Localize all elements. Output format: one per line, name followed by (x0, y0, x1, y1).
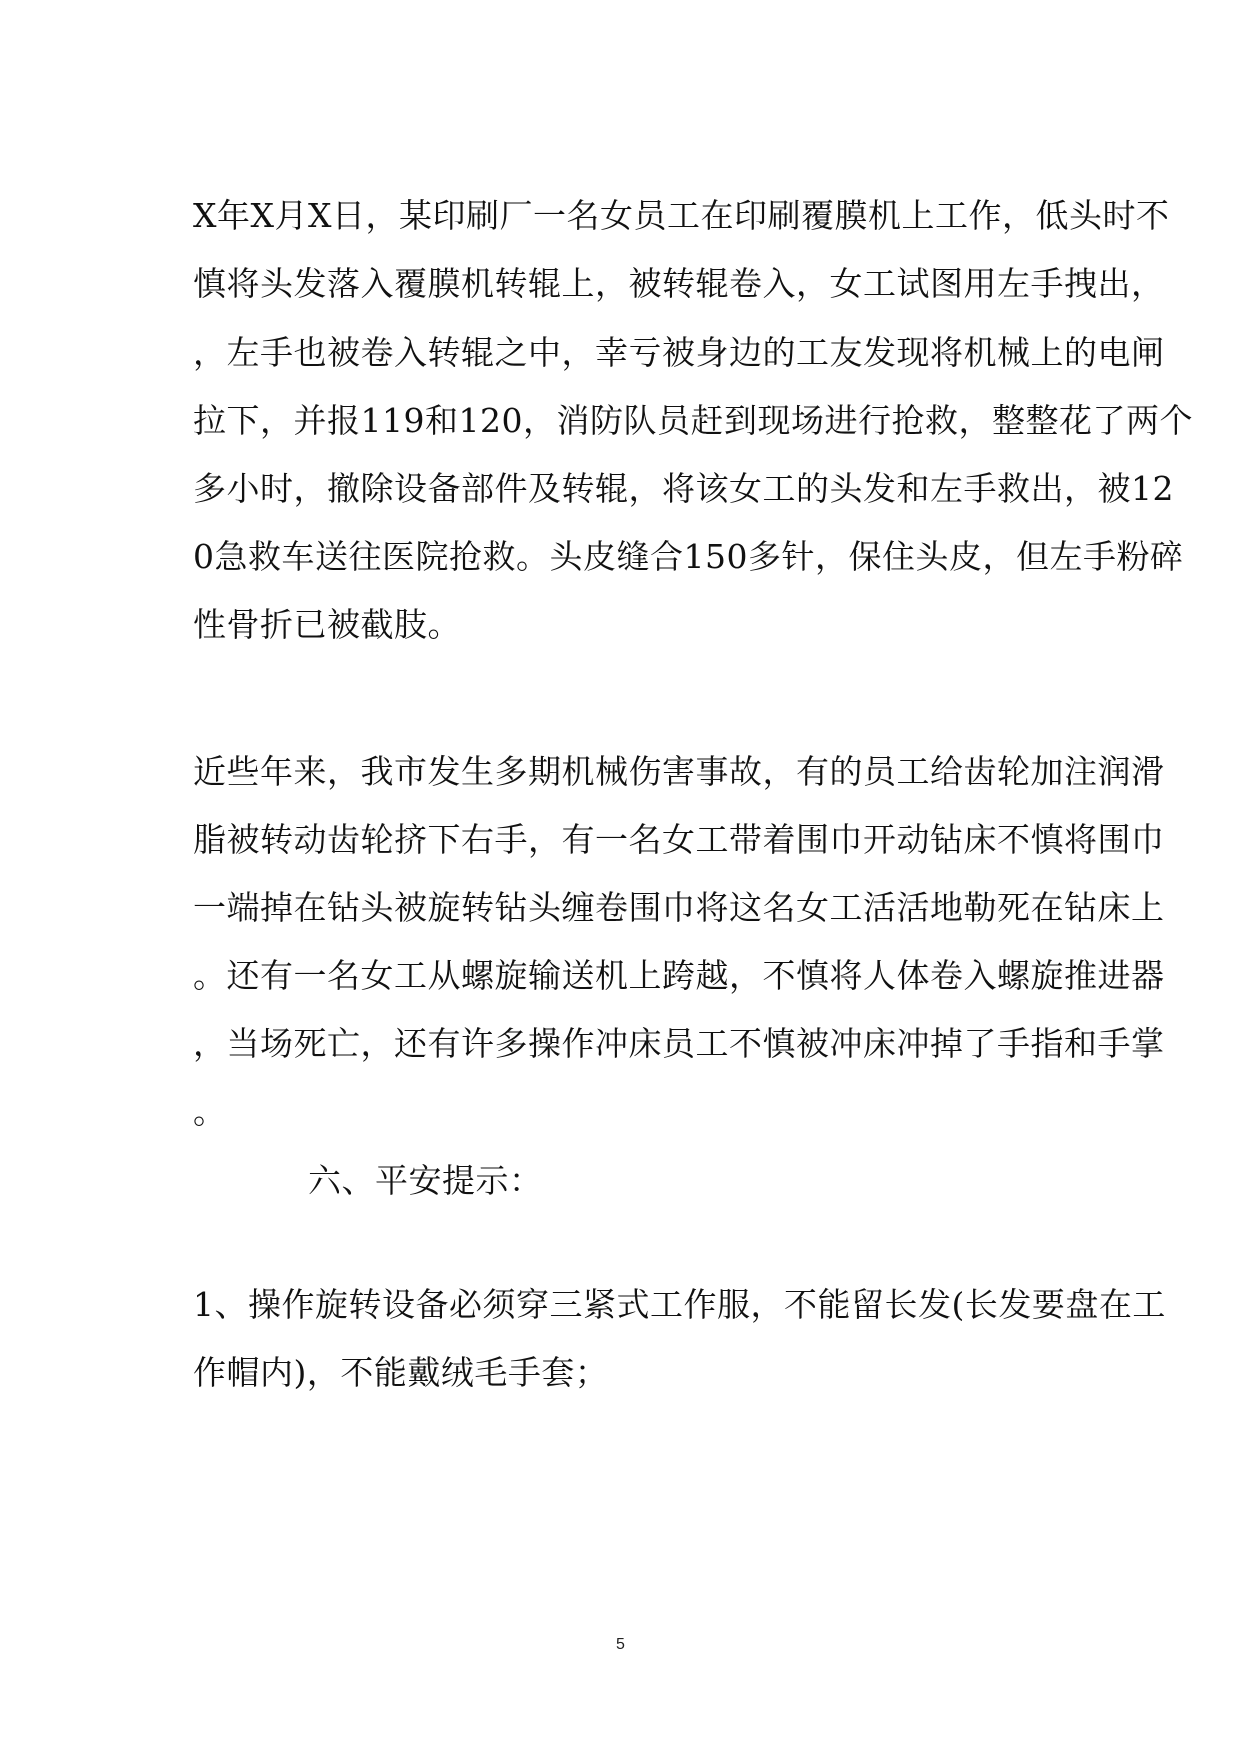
paragraph-line: 拉下，并报119和120，消防队员赶到现场进行抢救，整整花了两个 (193, 401, 1193, 440)
paragraph-line: ，当场死亡，还有许多操作冲床员工不慎被冲床冲掉了手指和手掌 (193, 1024, 1165, 1063)
paragraph-line: X年X月X日，某印刷厂一名女员工在印刷覆膜机上工作，低头时不 (193, 196, 1170, 235)
paragraph-line: 性骨折已被截肢。 (193, 605, 461, 644)
paragraph-line: 。还有一名女工从螺旋输送机上跨越，不慎将人体卷入螺旋推进器 (193, 956, 1165, 995)
paragraph-line: 。 (193, 1092, 227, 1131)
section-heading: 六、平安提示： (308, 1161, 543, 1200)
paragraph-line: 0急救车送往医院抢救。头皮缝合150多针，保住头皮，但左手粉碎 (193, 537, 1184, 576)
paragraph-line: 脂被转动齿轮挤下右手，有一名女工带着围巾开动钻床不慎将围巾 (193, 820, 1165, 859)
page-number: 5 (616, 1636, 625, 1653)
paragraph-line: 近些年来，我市发生多期机械伤害事故，有的员工给齿轮加注润滑 (193, 752, 1165, 791)
paragraph-line: 1、操作旋转设备必须穿三紧式工作服，不能留长发(长发要盘在工 (193, 1285, 1166, 1324)
paragraph-line: 慎将头发落入覆膜机转辊上，被转辊卷入，女工试图用左手拽出， (193, 264, 1165, 303)
paragraph-line: ，左手也被卷入转辊之中，幸亏被身边的工友发现将机械上的电闸 (193, 333, 1165, 372)
paragraph-line: 一端掉在钻头被旋转钻头缠卷围巾将这名女工活活地勒死在钻床上 (193, 888, 1165, 927)
paragraph-line: 多小时，撤除设备部件及转辊，将该女工的头发和左手救出，被12 (193, 469, 1174, 508)
paragraph-line: 作帽内)，不能戴绒毛手套； (193, 1353, 609, 1392)
